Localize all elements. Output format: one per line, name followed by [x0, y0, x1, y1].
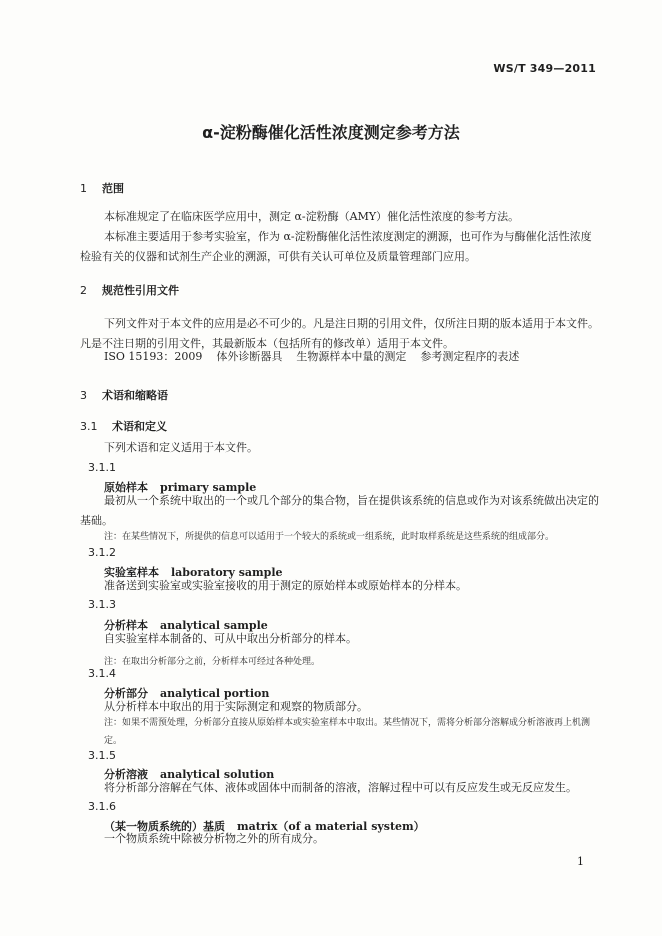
term-number: 3.1.3: [88, 598, 116, 611]
section-number: 3: [80, 389, 87, 402]
term-zh: 分析部分: [104, 687, 148, 700]
term-number: 3.1.6: [88, 800, 116, 813]
paragraph: 下列术语和定义适用于本文件。: [104, 441, 258, 454]
term-definition: 将分析部分溶解在气体、液体或固体中而制备的溶液，溶解过程中可以有反应发生或无反应发生。: [104, 781, 577, 794]
section-number: 1: [80, 182, 87, 195]
section-2-heading: [80, 282, 179, 298]
subsection-title: 术语和定义: [112, 420, 167, 433]
reference-part: 体外诊断器具: [216, 350, 283, 363]
term-zh: 实验室样本: [104, 566, 159, 579]
term-en: analytical solution: [160, 768, 275, 781]
section-title: 术语和缩略语: [102, 389, 168, 402]
term-number: 3.1.2: [88, 546, 116, 559]
term-note: 注：在取出分析部分之前，分析样本可经过各种处理。: [104, 657, 321, 667]
term-definition: 自实验室样本制备的、可从中取出分析部分的样本。: [104, 632, 357, 645]
section-title: 范围: [102, 182, 124, 195]
term-en: analytical sample: [160, 619, 268, 632]
term-note: 注：如果不需预处理，分析部分直接从原始样本或实验室样本中取出。某些情况下，需将分析部分溶解成分析溶液再上机测定。: [104, 718, 591, 746]
subsection-3-1-heading: [80, 418, 167, 434]
section-title: 规范性引用文件: [102, 284, 179, 297]
term-definition: 一个物质系统中除被分析物之外的所有成分。: [104, 832, 324, 845]
term-en: primary sample: [160, 481, 257, 494]
reference-part: 参考测定程序的表述: [420, 350, 520, 363]
section-number: 2: [80, 284, 87, 297]
term-en: matrix（of a material system）: [237, 820, 425, 833]
term-number: 3.1.4: [88, 667, 116, 680]
term-zh: 分析样本: [104, 619, 148, 632]
term-zh: 原始样本: [104, 481, 148, 494]
section-1-heading: [80, 180, 124, 196]
term-definition: 从分析样本中取出的用于实际测定和观察的物质部分。: [104, 700, 368, 713]
paragraph: 下列文件对于本文件的应用是必不可少的。凡是注日期的引用文件，仅所注日期的版本适用于本文件。凡是不注日期的引用文件，其最新版本（包括所有的修改单）适用于本文件。: [80, 317, 599, 350]
term-number: 3.1.1: [88, 461, 116, 474]
paragraph: 本标准规定了在临床医学应用中，测定 α-淀粉酶（AMY）催化活性浓度的参考方法。: [104, 210, 520, 223]
page-number: 1: [577, 855, 584, 868]
standard-code: WS/T 349—2011: [493, 62, 596, 75]
term-en: laboratory sample: [171, 566, 283, 579]
normative-reference: [104, 347, 533, 367]
reference-part: 生物源样本中量的测定: [296, 350, 407, 363]
term-definition: 最初从一个系统中取出的一个或几个部分的集合物，旨在提供该系统的信息或作为对该系统做出决定的基础。: [80, 494, 599, 527]
term-note: 注：在某些情况下，所提供的信息可以适用于一个较大的系统或一组系统，此时取样系统是这些系统的组成部分。: [104, 532, 555, 542]
term-zh: 分析溶液: [104, 768, 148, 781]
reference-code: ISO 15193：2009: [104, 350, 203, 363]
term-definition: 准备送到实验室或实验室接收的用于测定的原始样本或原始样本的分样本。: [104, 579, 467, 592]
document-title: α-淀粉酶催化活性浓度测定参考方法: [202, 123, 460, 142]
term-en: analytical portion: [160, 687, 270, 700]
term-number: 3.1.5: [88, 749, 116, 762]
section-3-heading: [80, 387, 168, 403]
subsection-number: 3.1: [80, 420, 98, 433]
term-zh: （某一物质系统的）基质: [104, 820, 225, 833]
paragraph: 本标准主要适用于参考实验室，作为 α-淀粉酶催化活性浓度测定的溯源，也可作为与酶催化活性浓度检验有关的仪器和试剂生产企业的溯源，可供有关认可单位及质量管理部门应用。: [80, 230, 592, 263]
